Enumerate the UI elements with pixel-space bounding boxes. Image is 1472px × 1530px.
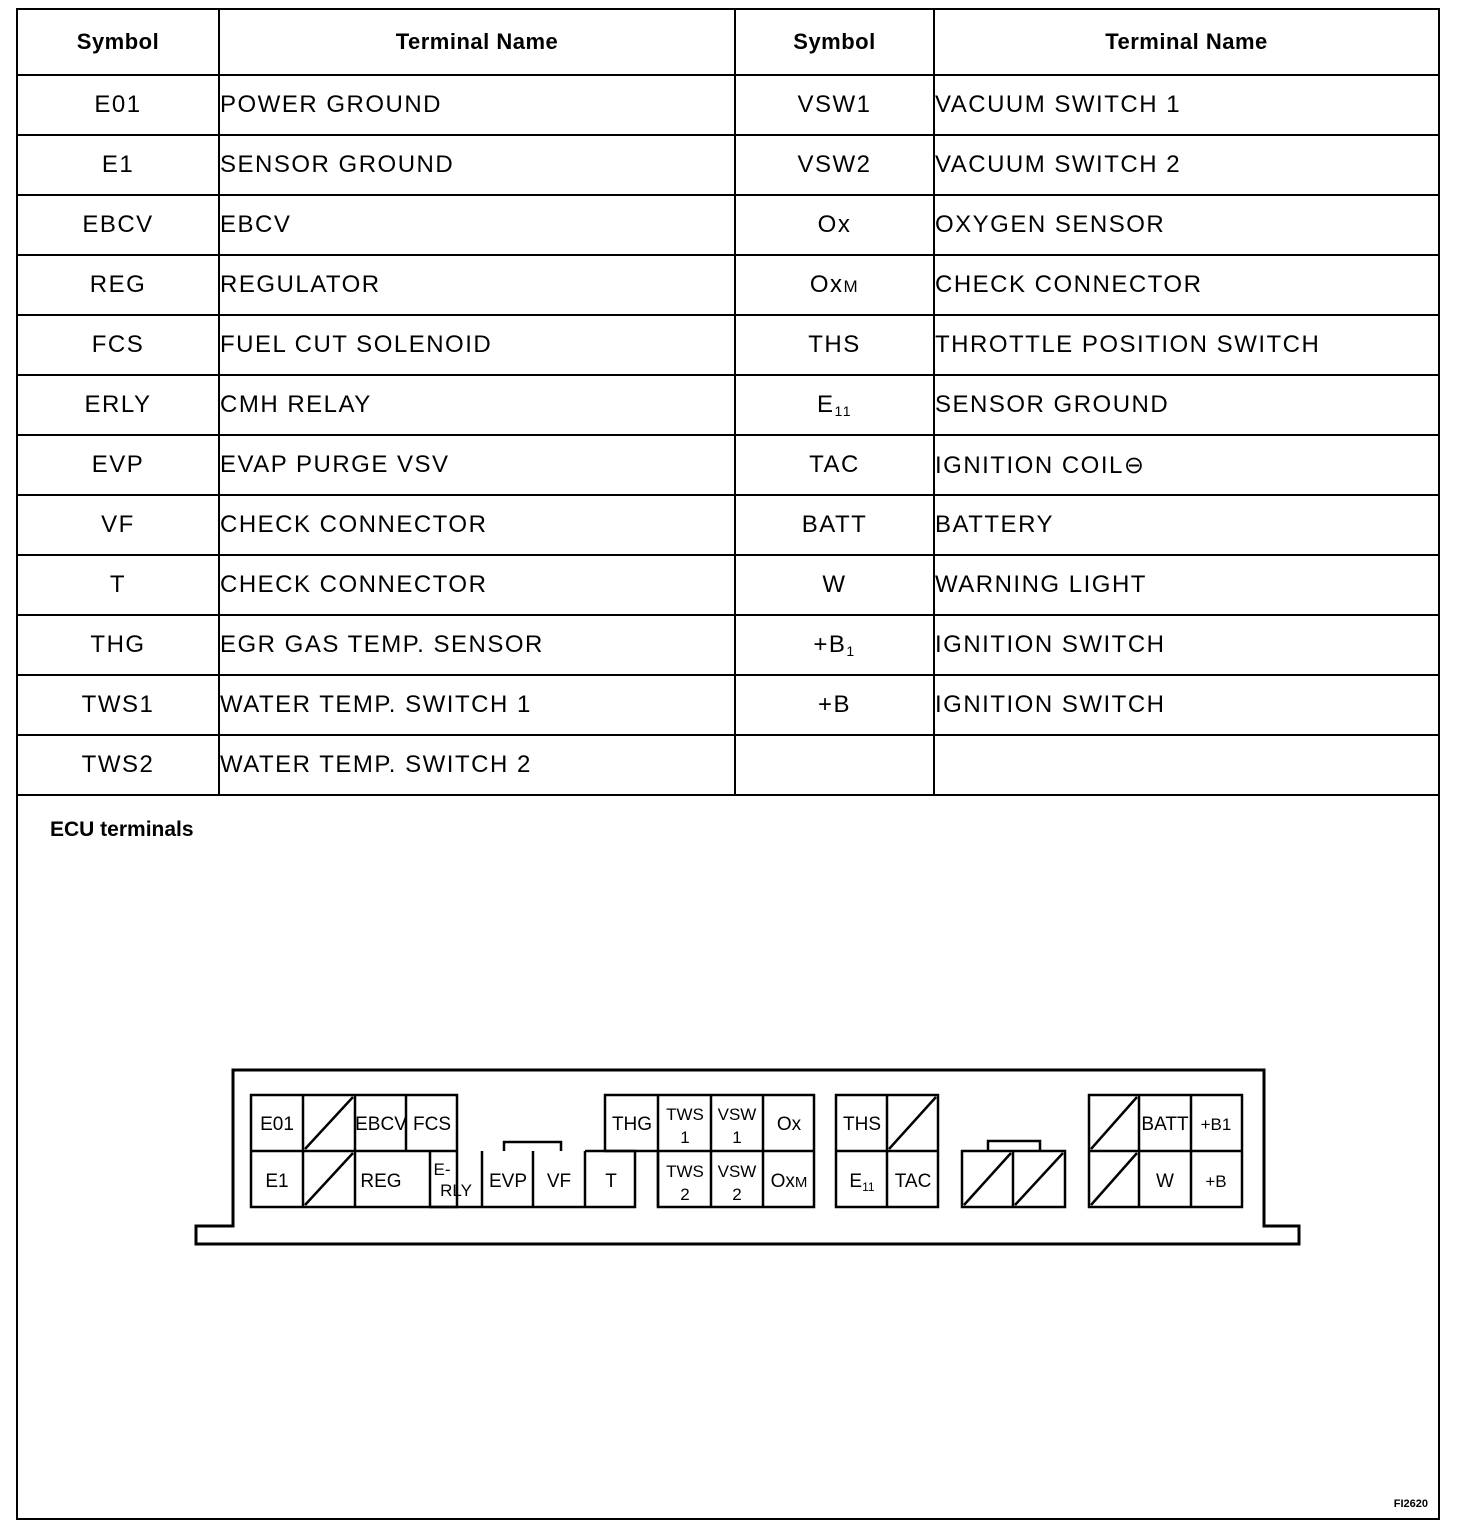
pin-vsw1-b: 1	[732, 1128, 742, 1147]
terminal-name-right-cell: SENSOR GROUND	[934, 375, 1438, 435]
terminal-name-right-cell: VACUUM SWITCH 1	[934, 75, 1438, 135]
pin-e01: E01	[260, 1114, 294, 1135]
pin-batt: BATT	[1141, 1114, 1189, 1135]
pin-ths: THS	[843, 1114, 881, 1135]
terminal-name-right-cell: VACUUM SWITCH 2	[934, 135, 1438, 195]
pin-b1: +B1	[1200, 1115, 1232, 1134]
ecu-terminals-label: ECU terminals	[50, 818, 194, 841]
symbol-right-cell: Ox	[735, 195, 934, 255]
terminal-name-right-cell: WARNING LIGHT	[934, 555, 1438, 615]
terminal-name-left-cell: EBCV	[219, 195, 735, 255]
terminal-name-left-cell: FUEL CUT SOLENOID	[219, 315, 735, 375]
symbol-right-cell: TAC	[735, 435, 934, 495]
symbol-right-cell: +B	[735, 675, 934, 735]
symbol-right-cell: THS	[735, 315, 934, 375]
symbol-left-cell: T	[18, 555, 219, 615]
symbol-left-cell: REG	[18, 255, 219, 315]
terminal-name-right-cell: OXYGEN SENSOR	[934, 195, 1438, 255]
table-row	[18, 495, 1438, 555]
pin-erly-line2: RLY	[440, 1181, 472, 1200]
symbol-left-cell: TWS1	[18, 675, 219, 735]
pin-e11: $E_{11}$	[849, 1171, 875, 1194]
terminal-name-right-cell: CHECK CONNECTOR	[934, 255, 1438, 315]
symbol-right-cell: W	[735, 555, 934, 615]
pin-w: W	[1156, 1171, 1174, 1192]
table-row	[18, 675, 1438, 735]
symbol-left-cell: FCS	[18, 315, 219, 375]
terminal-name-right-cell: IGNITION SWITCH	[934, 675, 1438, 735]
symbol-right-cell: VSW2	[735, 135, 934, 195]
table-row	[18, 555, 1438, 615]
terminal-name-right-cell: IGNITION COIL⊖	[934, 435, 1438, 495]
pin-vsw2-a: VSW	[717, 1162, 757, 1181]
table-row	[18, 615, 1438, 675]
terminal-name-left-cell: SENSOR GROUND	[219, 135, 735, 195]
terminal-name-right-cell: IGNITION SWITCH	[934, 615, 1438, 675]
pin-thg: THG	[611, 1114, 653, 1135]
symbol-left-cell: E01	[18, 75, 219, 135]
table-row	[18, 195, 1438, 255]
terminal-name-left-cell: WATER TEMP. SWITCH 1	[219, 675, 735, 735]
terminal-name-left-cell: CHECK CONNECTOR	[219, 555, 735, 615]
terminal-name-left-cell: EGR GAS TEMP. SENSOR	[219, 615, 735, 675]
symbol-right-cell: BATT	[735, 495, 934, 555]
table-row	[18, 435, 1438, 495]
terminal-table	[18, 10, 1438, 796]
terminal-name-right-cell: THROTTLE POSITION SWITCH	[934, 315, 1438, 375]
terminal-name-left-cell: EVAP PURGE VSV	[219, 435, 735, 495]
document-frame	[16, 8, 1440, 1520]
pin-e1: E1	[265, 1171, 289, 1192]
pin-evp: EVP	[488, 1171, 528, 1192]
symbol-left-cell: ERLY	[18, 375, 219, 435]
pin-vf: VF	[546, 1171, 572, 1192]
table-row	[18, 75, 1438, 135]
terminal-name-left-cell: CMH RELAY	[219, 375, 735, 435]
symbol-left-cell: EBCV	[18, 195, 219, 255]
symbol-left-cell: THG	[18, 615, 219, 675]
symbol-right-cell: $E_{11}$	[735, 375, 934, 435]
pin-vsw2-b: 2	[732, 1185, 742, 1204]
pin-ebcv: EBCV	[355, 1114, 407, 1135]
pin-vsw1-a: VSW	[717, 1105, 757, 1124]
symbol-left-cell: EVP	[18, 435, 219, 495]
pin-erly-line1: E-	[433, 1160, 451, 1179]
pin-oxm: OxM	[770, 1171, 808, 1192]
terminal-name-left-cell: POWER GROUND	[219, 75, 735, 135]
symbol-right-cell	[735, 735, 934, 795]
header-symbol-right: Symbol	[735, 10, 934, 75]
terminal-name-right-cell: BATTERY	[934, 495, 1438, 555]
pin-t: T	[605, 1171, 617, 1192]
pin-reg: REG	[360, 1171, 402, 1192]
symbol-right-cell: $+B_1$	[735, 615, 934, 675]
symbol-right-cell: OxM	[735, 255, 934, 315]
ecu-connector-diagram	[178, 1058, 1318, 1258]
table-row	[18, 315, 1438, 375]
symbol-left-cell: TWS2	[18, 735, 219, 795]
pin-b: +B	[1205, 1172, 1227, 1191]
pin-tws2-a: TWS	[666, 1162, 704, 1181]
table-row	[18, 135, 1438, 195]
table-row	[18, 735, 1438, 795]
symbol-left-cell: E1	[18, 135, 219, 195]
pin-ox: Ox	[776, 1114, 802, 1135]
terminal-name-right-cell	[934, 735, 1438, 795]
pin-tws1-a: TWS	[666, 1105, 704, 1124]
pin-tws2-b: 2	[680, 1185, 690, 1204]
header-terminal-name-right: Terminal Name	[934, 10, 1438, 75]
table-row	[18, 375, 1438, 435]
header-terminal-name-left: Terminal Name	[219, 10, 735, 75]
terminal-name-left-cell: REGULATOR	[219, 255, 735, 315]
symbol-right-cell: VSW1	[735, 75, 934, 135]
pin-tws1-b: 1	[680, 1128, 690, 1147]
header-symbol-left: Symbol	[18, 10, 219, 75]
table-header-row	[18, 10, 1438, 75]
pin-fcs: FCS	[413, 1114, 451, 1135]
figure-id: FI2620	[1393, 1498, 1428, 1510]
table-row	[18, 255, 1438, 315]
pin-tac: TAC	[894, 1171, 932, 1192]
terminal-name-left-cell: WATER TEMP. SWITCH 2	[219, 735, 735, 795]
terminal-name-left-cell: CHECK CONNECTOR	[219, 495, 735, 555]
symbol-left-cell: VF	[18, 495, 219, 555]
